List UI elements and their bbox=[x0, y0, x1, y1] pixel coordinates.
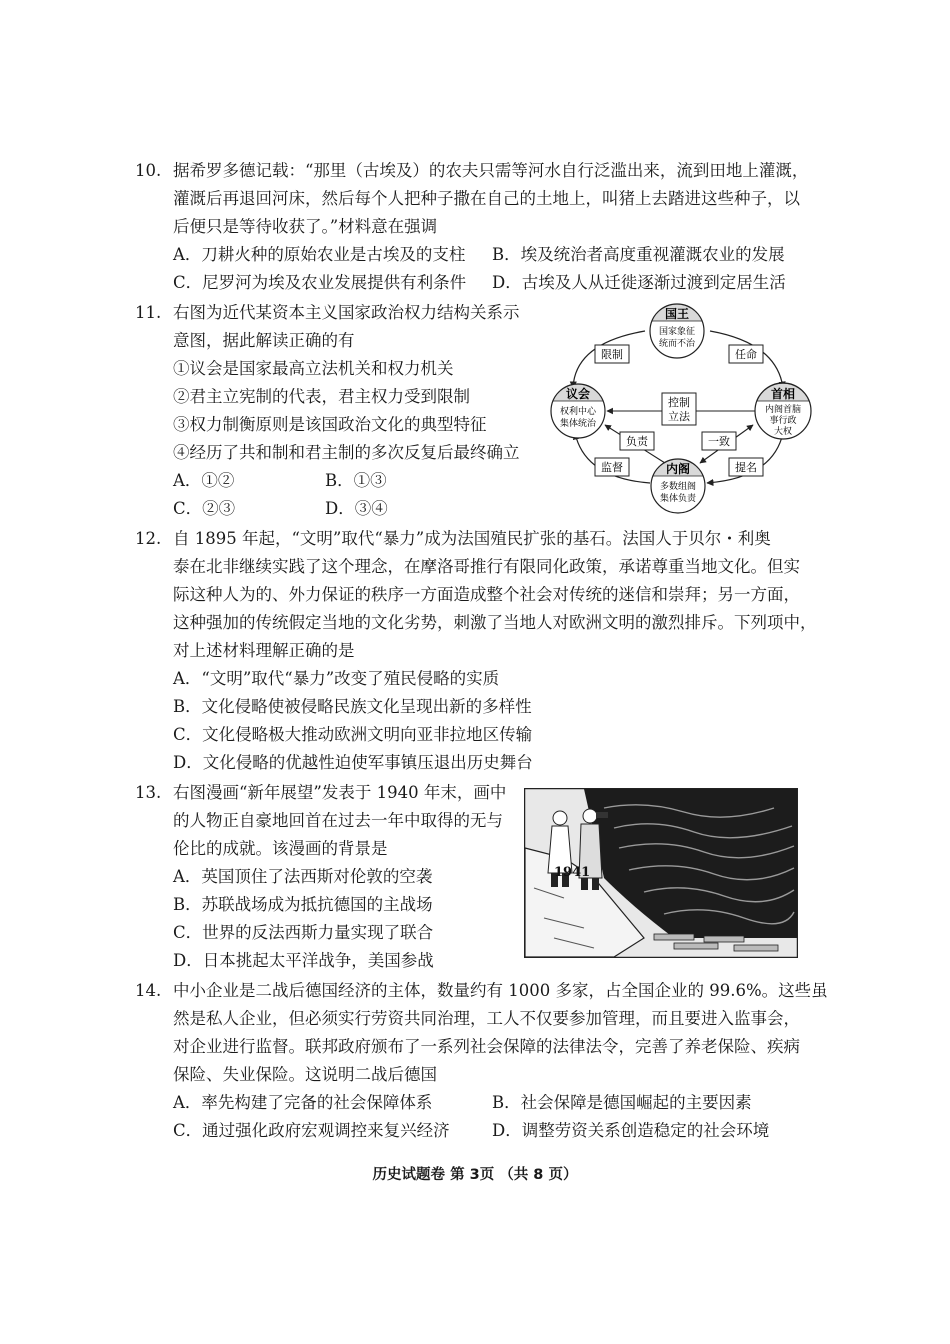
svg-text:提名: 提名 bbox=[735, 461, 757, 474]
label-control-legislation bbox=[662, 393, 696, 425]
new-year-outlook-cartoon bbox=[524, 788, 798, 958]
question-text: 保险、失业保险。这说明二战后德国 bbox=[173, 1065, 437, 1084]
question-text: 这种强加的传统假定当地的文化劣势，刺激了当地人对欧洲文明的激烈排斥。下列项中， bbox=[173, 613, 817, 632]
svg-text:一致: 一致 bbox=[708, 435, 730, 448]
node-prime-minister bbox=[755, 383, 811, 439]
question-text: 灌溉后再退回河床，然后每个人把种子撒在自己的土地上，叫猪上去踏进这些种子，以 bbox=[173, 189, 800, 208]
statement-item: ③权力制衡原则是该国政治文化的典型特征 bbox=[173, 415, 487, 434]
question-text: 意图，据此解读正确的有 bbox=[173, 331, 355, 350]
label-appoint bbox=[729, 345, 763, 363]
statement-item: ②君主立宪制的代表，君主权力受到限制 bbox=[173, 387, 470, 406]
svg-text:多数组阁: 多数组阁 bbox=[659, 482, 697, 492]
svg-text:内阁: 内阁 bbox=[665, 462, 691, 476]
option-a: A．刀耕火种的原始农业是古埃及的支柱 bbox=[173, 245, 466, 264]
option-b: B．①③ bbox=[325, 471, 387, 490]
option-b: B．埃及统治者高度重视灌溉农业的发展 bbox=[492, 245, 785, 264]
option-b: B．苏联战场成为抵抗德国的主战场 bbox=[173, 895, 433, 914]
option-c: C．通过强化政府宏观调控来复兴经济 bbox=[173, 1121, 450, 1140]
question-text: 的人物正自豪地回首在过去一年中取得的无与 bbox=[173, 811, 503, 830]
option-d: D．③④ bbox=[325, 499, 388, 518]
question-number: 12. bbox=[135, 529, 162, 548]
node-king bbox=[650, 304, 704, 358]
svg-text:统而不治: 统而不治 bbox=[658, 339, 696, 349]
svg-text:首相: 首相 bbox=[770, 387, 796, 401]
svg-text:集体统治: 集体统治 bbox=[559, 419, 597, 429]
option-a: A．英国顶住了法西斯对伦敦的空袭 bbox=[173, 867, 433, 886]
svg-text:监督: 监督 bbox=[601, 461, 623, 474]
question-text: 右图漫画“新年展望”发表于 1940 年末，画中 bbox=[173, 783, 507, 802]
option-d: D．日本挑起太平洋战争，美国参战 bbox=[173, 951, 434, 970]
svg-text:负责: 负责 bbox=[626, 435, 648, 448]
option-b: B．社会保障是德国崛起的主要因素 bbox=[492, 1093, 752, 1112]
option-c: C．世界的反法西斯力量实现了联合 bbox=[173, 923, 434, 942]
option-d: D．古埃及人从迁徙逐渐过渡到定居生活 bbox=[492, 273, 786, 292]
svg-text:限制: 限制 bbox=[601, 348, 623, 361]
option-d: D．文化侵略的优越性迫使军事镇压退出历史舞台 bbox=[173, 753, 533, 772]
question-text: 自 1895 年起，“文明”取代“暴力”成为法国殖民扩张的基石。法国人于贝尔・利奥 bbox=[173, 529, 771, 548]
option-c: C．文化侵略极大推动欧洲文明向亚非拉地区传输 bbox=[173, 725, 533, 744]
svg-text:控制: 控制 bbox=[668, 396, 690, 409]
question-text: 泰在北非继续实践了这个理念，在摩洛哥推行有限同化政策，承诺尊重当地文化。但实 bbox=[173, 557, 800, 576]
option-b: B．文化侵略使被侵略民族文化呈现出新的多样性 bbox=[173, 697, 532, 716]
svg-text:权利中心: 权利中心 bbox=[559, 407, 597, 417]
label-nominate bbox=[729, 458, 763, 476]
svg-text:立法: 立法 bbox=[668, 410, 690, 423]
label-responsible bbox=[620, 432, 654, 450]
label-supervise bbox=[595, 458, 629, 476]
option-a: A．率先构建了完备的社会保障体系 bbox=[173, 1093, 433, 1112]
question-text: 中小企业是二战后德国经济的主体，数量约有 1000 多家，占全国企业的 99.6%。这些虽 bbox=[173, 981, 828, 1000]
statement-item: ④经历了共和制和君主制的多次反复后最终确立 bbox=[173, 443, 520, 462]
option-c: C．尼罗河为埃及农业发展提供有利条件 bbox=[173, 273, 467, 292]
svg-text:国王: 国王 bbox=[664, 307, 690, 321]
svg-text:1941: 1941 bbox=[554, 865, 591, 880]
question-number: 13. bbox=[135, 783, 162, 802]
question-text: 后便只是等待收获了。”材料意在强调 bbox=[173, 217, 438, 236]
node-cabinet bbox=[651, 459, 705, 513]
label-limit bbox=[595, 345, 629, 363]
question-text: 对上述材料理解正确的是 bbox=[173, 641, 355, 660]
question-number: 11. bbox=[135, 303, 162, 322]
question-number: 14. bbox=[135, 981, 162, 1000]
svg-text:国家象征: 国家象征 bbox=[658, 327, 696, 337]
option-a: A．①② bbox=[173, 471, 235, 490]
svg-text:议会: 议会 bbox=[565, 387, 591, 401]
svg-text:内阁首脑: 内阁首脑 bbox=[764, 405, 802, 415]
question-text: 据希罗多德记载：“那里（古埃及）的农夫只需等河水自行泛滥出来，流到田地上灌溉， bbox=[173, 161, 809, 180]
option-d: D．调整劳资关系创造稳定的社会环境 bbox=[492, 1121, 770, 1140]
label-consistent bbox=[702, 432, 736, 450]
svg-text:任命: 任命 bbox=[735, 348, 757, 361]
question-text: 对企业进行监督。联邦政府颁布了一系列社会保障的法律法令，完善了养老保险、疾病 bbox=[173, 1037, 800, 1056]
node-parliament bbox=[551, 384, 605, 438]
power-structure-diagram bbox=[545, 303, 815, 518]
option-a: A．“文明”取代“暴力”改变了殖民侵略的实质 bbox=[173, 669, 500, 688]
statement-item: ①议会是国家最高立法机关和权力机关 bbox=[173, 359, 454, 378]
question-number: 10. bbox=[135, 161, 162, 180]
question-text: 际这种人为的、外力保证的秩序一方面造成整个社会对传统的迷信和崇拜；另一方面， bbox=[173, 585, 800, 604]
question-text: 伦比的成就。该漫画的背景是 bbox=[173, 839, 388, 858]
svg-text:大权: 大权 bbox=[773, 427, 793, 437]
question-text: 右图为近代某资本主义国家政治权力结构关系示 bbox=[173, 303, 520, 322]
page-footer: 历史试题卷 第 3页 （共 8 页） bbox=[372, 1167, 578, 1183]
question-text: 然是私人企业，但必须实行劳资共同治理，工人不仅要参加管理，而且要进入监事会， bbox=[173, 1009, 800, 1028]
svg-text:集体负责: 集体负责 bbox=[659, 494, 697, 504]
option-c: C．②③ bbox=[173, 499, 236, 518]
svg-text:事行政: 事行政 bbox=[769, 416, 797, 426]
